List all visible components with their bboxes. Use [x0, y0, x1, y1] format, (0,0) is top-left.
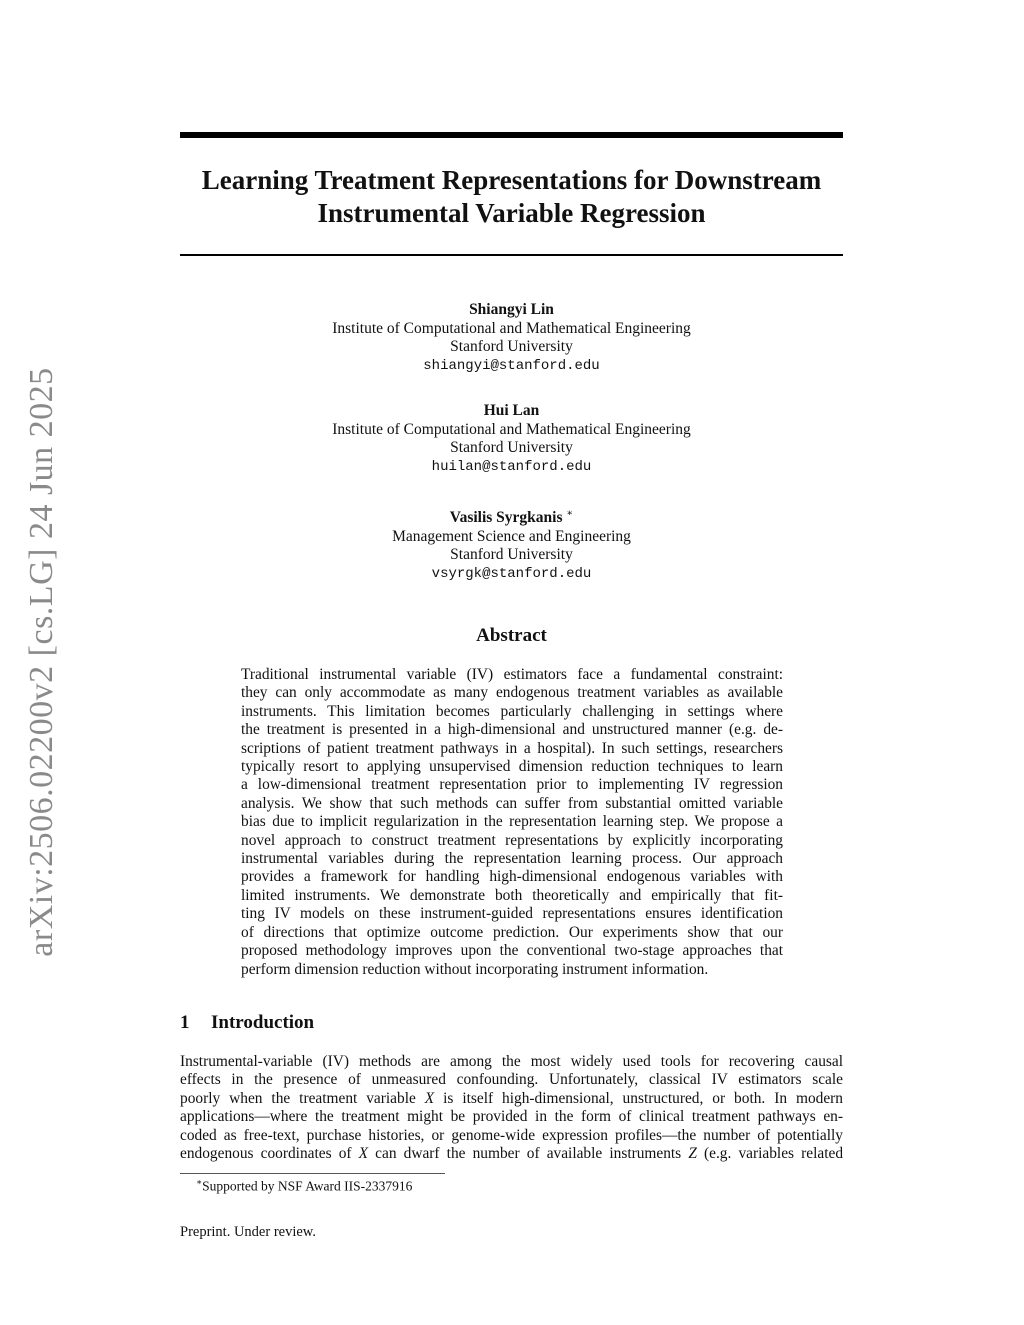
paper-title-line-2: Instrumental Variable Regression: [317, 198, 706, 228]
title-top-rule: [180, 132, 843, 138]
footnote-rule: [180, 1173, 445, 1174]
footnote: [196, 1177, 412, 1195]
abstract-line: scriptions of patient treatment pathways in a hospital). In such settings, researchers: [241, 739, 783, 757]
author-block-2: [180, 402, 843, 476]
abstract-line: ting IV models on these instrument-guided representations ensures identification: [241, 905, 783, 923]
abstract-heading: Abstract: [476, 625, 547, 646]
introduction-body: [180, 1053, 843, 1163]
intro-text: (e.g. variables related: [696, 1145, 844, 1163]
author-email: shiangyi@stanford.edu: [423, 357, 600, 374]
abstract-line: perform dimension reduction without incorporating instrument information.: [241, 960, 709, 978]
intro-line: applications—where the treatment might be provided in the form of clinical treatment pathways en-: [180, 1108, 843, 1126]
abstract-line: limited instruments. We demonstrate both theoretically and empirically that fit-: [241, 886, 783, 904]
intro-text: is itself high-dimensional, unstructured, or both. In modern: [434, 1089, 844, 1107]
author-affiliation: Management Science and Engineering: [392, 527, 631, 545]
intro-text: poorly when the treatment variable: [180, 1089, 425, 1107]
intro-text: can dwarf the number of available instruments: [368, 1145, 689, 1163]
paper-title-line-1: Learning Treatment Representations for Downstream: [201, 165, 822, 195]
author-name: Vasilis Syrgkanis: [449, 509, 563, 527]
author-name: Shiangyi Lin: [469, 301, 554, 318]
author-block-3: [180, 505, 843, 583]
author-name: Hui Lan: [483, 402, 540, 419]
abstract-line: the treatment is presented in a high-dimensional and unstructured manner (e.g. de-: [241, 721, 783, 739]
math-variable-z: Z: [688, 1145, 697, 1163]
title-bottom-rule: [180, 254, 843, 256]
math-variable-x: X: [358, 1145, 369, 1163]
author-institution: Stanford University: [450, 338, 573, 355]
abstract-line: provides a framework for handling high-dimensional endogenous variables with: [241, 868, 783, 886]
intro-line: Instrumental-variable (IV) methods are among the most widely used tools for recovering causal: [180, 1053, 843, 1070]
section-number: 1: [180, 1012, 190, 1033]
author-name-line: [180, 505, 843, 528]
arxiv-identifier-stamp: arXiv:2506.02200v2 [cs.LG] 24 Jun 2025: [23, 367, 60, 957]
author-affiliation: Institute of Computational and Mathematical Engineering: [332, 319, 691, 337]
section-heading-introduction: [180, 1012, 314, 1034]
intro-text: endogenous coordinates of: [180, 1145, 359, 1163]
math-variable-x: X: [424, 1089, 435, 1107]
abstract-line: instruments. This limitation becomes particularly challenging in settings where: [241, 702, 783, 720]
abstract-line: proposed methodology improves upon the conventional two-stage approaches that: [241, 942, 783, 960]
paper-title: [180, 164, 843, 230]
author-block-1: [180, 301, 843, 375]
abstract-line: instrumental variables during the representation learning process. Our approach: [241, 850, 783, 868]
abstract-line: they can only accommodate as many endogenous treatment variables as available: [241, 684, 783, 702]
author-email: vsyrgk@stanford.edu: [431, 565, 592, 582]
section-title: Introduction: [211, 1012, 315, 1033]
abstract-line: of directions that optimize outcome prediction. Our experiments show that our: [241, 923, 783, 941]
intro-line: [180, 1090, 843, 1108]
footnote-marker: ∗: [566, 508, 574, 519]
intro-line: [180, 1145, 843, 1163]
abstract-line: typically resort to applying unsupervised dimension reduction techniques to learn: [241, 758, 783, 776]
author-institution: Stanford University: [450, 546, 573, 564]
intro-line: effects in the presence of unmeasured confounding. Unfortunately, classical IV estimators scale: [180, 1071, 843, 1089]
abstract-body: [241, 666, 783, 979]
abstract-line: analysis. We show that such methods can suffer from substantial omitted variable: [241, 794, 783, 812]
author-email: huilan@stanford.edu: [431, 458, 592, 475]
author-institution: Stanford University: [450, 439, 573, 456]
abstract-line: Traditional instrumental variable (IV) estimators face a fundamental constraint:: [241, 666, 783, 683]
footnote-text: Supported by NSF Award IIS-2337916: [202, 1178, 413, 1194]
preprint-note: Preprint. Under review.: [180, 1224, 316, 1240]
abstract-line: novel approach to construct treatment representations by explicitly incorporating: [241, 831, 783, 849]
abstract-line: bias due to implicit regularization in the representation learning step. We propose a: [241, 813, 783, 831]
abstract-line: a low-dimensional treatment representation prior to implementing IV regression: [241, 776, 783, 794]
footnote-marker: ∗: [196, 1177, 203, 1187]
intro-line: coded as free-text, purchase histories, or genome-wide expression profiles—the number of potentially: [180, 1126, 843, 1144]
author-affiliation: Institute of Computational and Mathematical Engineering: [332, 420, 691, 438]
